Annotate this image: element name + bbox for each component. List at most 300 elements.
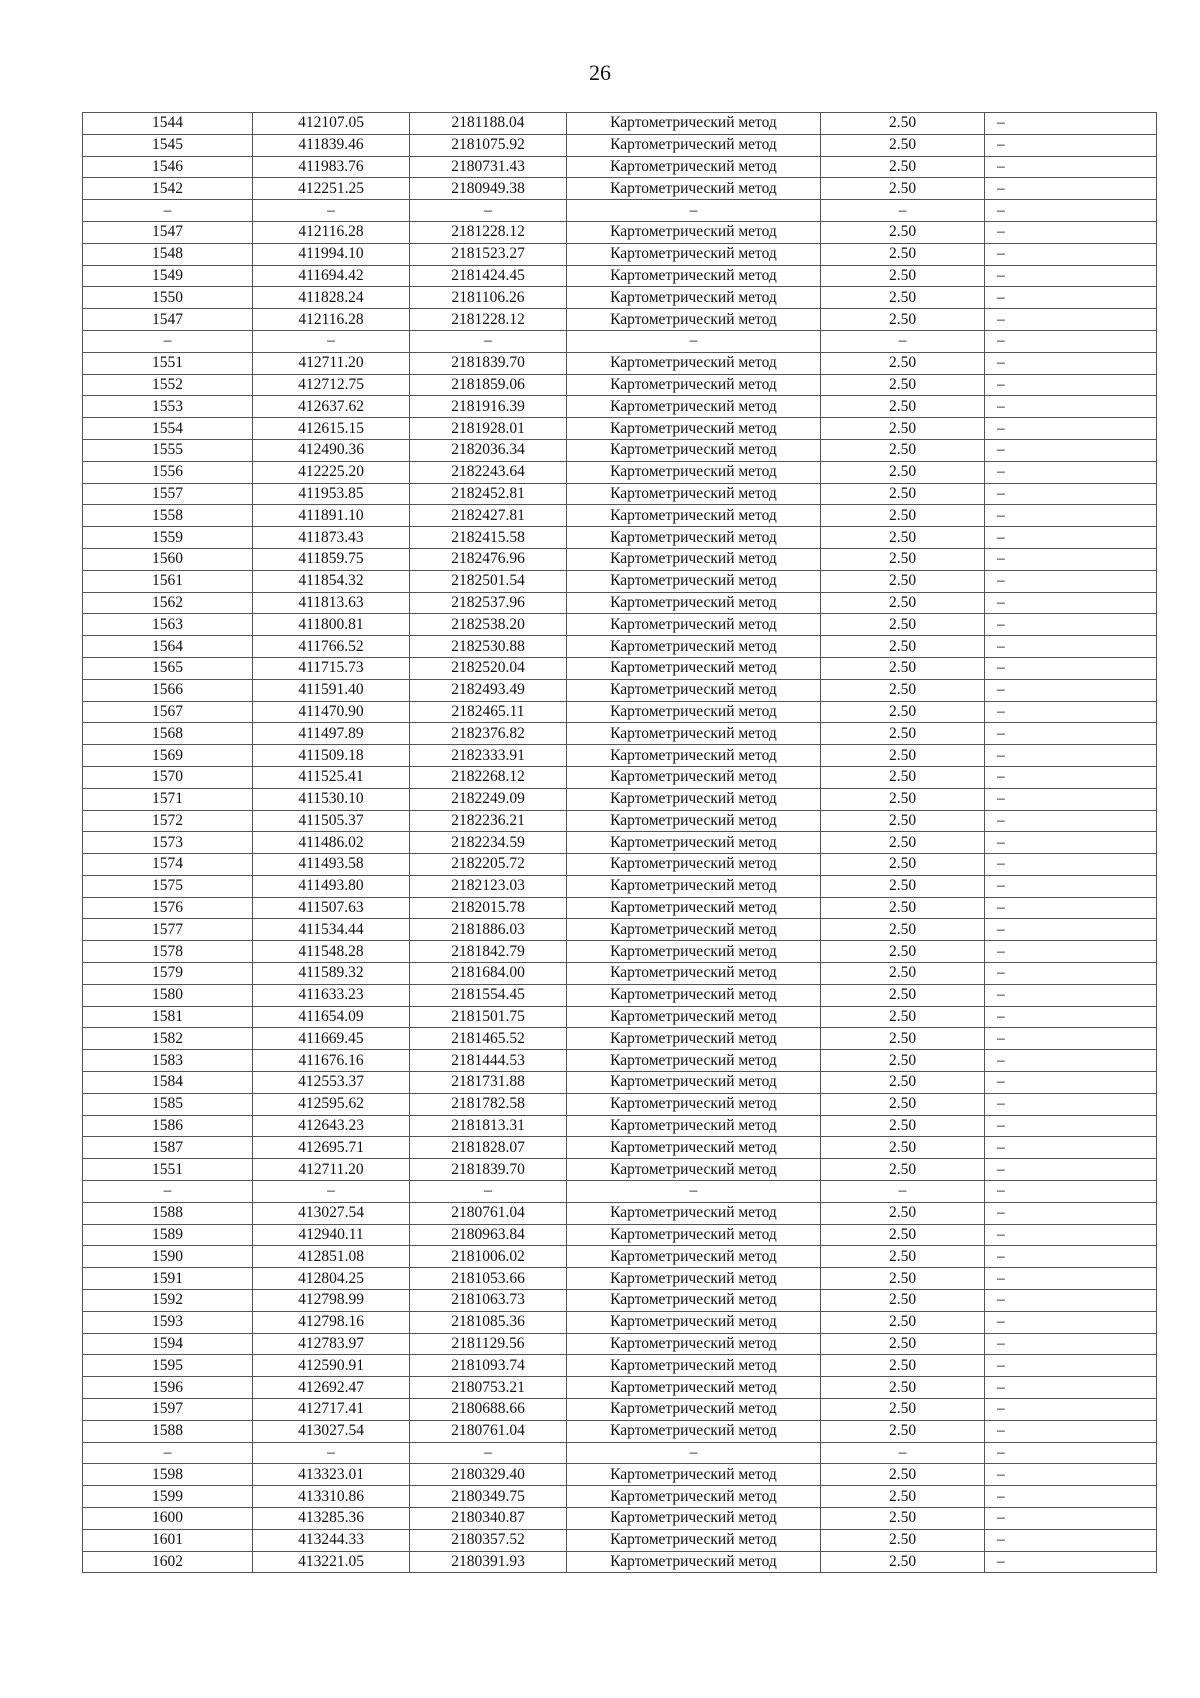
x-coordinate-cell: 411669.45 xyxy=(253,1028,410,1050)
x-coordinate-cell: 412595.62 xyxy=(253,1093,410,1115)
table-row xyxy=(83,1420,1157,1442)
y-coordinate-cell: 2181731.88 xyxy=(410,1072,567,1094)
y-coordinate-cell: – xyxy=(410,1181,567,1203)
method-cell: Картометрический метод xyxy=(567,1072,821,1094)
table-row xyxy=(83,1159,1157,1181)
x-coordinate-cell: 412553.37 xyxy=(253,1072,410,1094)
note-cell: – xyxy=(985,287,1157,309)
point-number-cell: 1591 xyxy=(83,1268,253,1290)
note-cell: – xyxy=(985,1311,1157,1333)
table-row xyxy=(83,439,1157,461)
method-cell: Картометрический метод xyxy=(567,614,821,636)
method-cell: – xyxy=(567,1181,821,1203)
x-coordinate-cell: 412695.71 xyxy=(253,1137,410,1159)
x-coordinate-cell: 411525.41 xyxy=(253,766,410,788)
precision-cell: 2.50 xyxy=(821,984,985,1006)
x-coordinate-cell: 413285.36 xyxy=(253,1508,410,1530)
y-coordinate-cell: 2181828.07 xyxy=(410,1137,567,1159)
x-coordinate-cell: 411994.10 xyxy=(253,243,410,265)
y-coordinate-cell: 2182036.34 xyxy=(410,439,567,461)
y-coordinate-cell: 2182538.20 xyxy=(410,614,567,636)
table-row xyxy=(83,505,1157,527)
point-number-cell: 1574 xyxy=(83,854,253,876)
precision-cell: 2.50 xyxy=(821,1311,985,1333)
note-cell: – xyxy=(985,854,1157,876)
point-number-cell: 1584 xyxy=(83,1072,253,1094)
y-coordinate-cell: 2182476.96 xyxy=(410,548,567,570)
y-coordinate-cell: 2181063.73 xyxy=(410,1290,567,1312)
point-number-cell: 1600 xyxy=(83,1508,253,1530)
method-cell: Картометрический метод xyxy=(567,243,821,265)
y-coordinate-cell: 2180731.43 xyxy=(410,156,567,178)
x-coordinate-cell: 411694.42 xyxy=(253,265,410,287)
note-cell: – xyxy=(985,178,1157,200)
y-coordinate-cell: 2181839.70 xyxy=(410,1159,567,1181)
table-row xyxy=(83,1181,1157,1203)
precision-cell: 2.50 xyxy=(821,723,985,745)
method-cell: Картометрический метод xyxy=(567,1115,821,1137)
y-coordinate-cell: 2181075.92 xyxy=(410,134,567,156)
point-number-cell: 1594 xyxy=(83,1333,253,1355)
x-coordinate-cell: 412711.20 xyxy=(253,1159,410,1181)
point-number-cell: 1572 xyxy=(83,810,253,832)
note-cell: – xyxy=(985,1093,1157,1115)
x-coordinate-cell: 412940.11 xyxy=(253,1224,410,1246)
point-number-cell: 1593 xyxy=(83,1311,253,1333)
method-cell: Картометрический метод xyxy=(567,875,821,897)
method-cell: Картометрический метод xyxy=(567,287,821,309)
point-number-cell: – xyxy=(83,330,253,352)
x-coordinate-cell: 412615.15 xyxy=(253,418,410,440)
point-number-cell: 1566 xyxy=(83,679,253,701)
method-cell: Картометрический метод xyxy=(567,919,821,941)
precision-cell: 2.50 xyxy=(821,897,985,919)
table-row xyxy=(83,832,1157,854)
method-cell: Картометрический метод xyxy=(567,156,821,178)
method-cell: Картометрический метод xyxy=(567,418,821,440)
y-coordinate-cell: 2182465.11 xyxy=(410,701,567,723)
precision-cell: 2.50 xyxy=(821,1486,985,1508)
x-coordinate-cell: 412798.99 xyxy=(253,1290,410,1312)
note-cell: – xyxy=(985,243,1157,265)
precision-cell: 2.50 xyxy=(821,243,985,265)
point-number-cell: – xyxy=(83,1181,253,1203)
note-cell: – xyxy=(985,113,1157,135)
point-number-cell: 1552 xyxy=(83,374,253,396)
point-number-cell: 1542 xyxy=(83,178,253,200)
table-row xyxy=(83,287,1157,309)
x-coordinate-cell: 411530.10 xyxy=(253,788,410,810)
x-coordinate-cell: 411633.23 xyxy=(253,984,410,1006)
precision-cell: 2.50 xyxy=(821,265,985,287)
method-cell: Картометрический метод xyxy=(567,832,821,854)
point-number-cell: – xyxy=(83,1442,253,1464)
note-cell: – xyxy=(985,1333,1157,1355)
precision-cell: 2.50 xyxy=(821,156,985,178)
table-row xyxy=(83,330,1157,352)
table-row xyxy=(83,941,1157,963)
y-coordinate-cell: 2181928.01 xyxy=(410,418,567,440)
point-number-cell: 1568 xyxy=(83,723,253,745)
point-number-cell: 1577 xyxy=(83,919,253,941)
table-row xyxy=(83,1333,1157,1355)
x-coordinate-cell: 413221.05 xyxy=(253,1551,410,1573)
x-coordinate-cell: 412251.25 xyxy=(253,178,410,200)
x-coordinate-cell: 411548.28 xyxy=(253,941,410,963)
point-number-cell: 1569 xyxy=(83,745,253,767)
table-row xyxy=(83,1290,1157,1312)
note-cell: – xyxy=(985,1137,1157,1159)
method-cell: Картометрический метод xyxy=(567,570,821,592)
note-cell: – xyxy=(985,1486,1157,1508)
table-row xyxy=(83,701,1157,723)
precision-cell: 2.50 xyxy=(821,1246,985,1268)
x-coordinate-cell: 413027.54 xyxy=(253,1420,410,1442)
x-coordinate-cell: 412637.62 xyxy=(253,396,410,418)
x-coordinate-cell: 412798.16 xyxy=(253,1311,410,1333)
note-cell: – xyxy=(985,1355,1157,1377)
precision-cell: – xyxy=(821,330,985,352)
note-cell: – xyxy=(985,1399,1157,1421)
method-cell: Картометрический метод xyxy=(567,1529,821,1551)
y-coordinate-cell: 2180753.21 xyxy=(410,1377,567,1399)
precision-cell: 2.50 xyxy=(821,636,985,658)
point-number-cell: 1570 xyxy=(83,766,253,788)
y-coordinate-cell: 2182530.88 xyxy=(410,636,567,658)
method-cell: Картометрический метод xyxy=(567,483,821,505)
method-cell: Картометрический метод xyxy=(567,657,821,679)
x-coordinate-cell: 411493.80 xyxy=(253,875,410,897)
precision-cell: 2.50 xyxy=(821,679,985,701)
table-row xyxy=(83,657,1157,679)
y-coordinate-cell: 2181085.36 xyxy=(410,1311,567,1333)
point-number-cell: 1587 xyxy=(83,1137,253,1159)
note-cell: – xyxy=(985,439,1157,461)
note-cell: – xyxy=(985,1377,1157,1399)
x-coordinate-cell: 411828.24 xyxy=(253,287,410,309)
point-number-cell: 1563 xyxy=(83,614,253,636)
method-cell: Картометрический метод xyxy=(567,701,821,723)
point-number-cell: 1588 xyxy=(83,1420,253,1442)
point-number-cell: 1553 xyxy=(83,396,253,418)
precision-cell: 2.50 xyxy=(821,1072,985,1094)
x-coordinate-cell: 413310.86 xyxy=(253,1486,410,1508)
x-coordinate-cell: 411854.32 xyxy=(253,570,410,592)
method-cell: Картометрический метод xyxy=(567,1551,821,1573)
precision-cell: 2.50 xyxy=(821,854,985,876)
method-cell: Картометрический метод xyxy=(567,113,821,135)
method-cell: Картометрический метод xyxy=(567,505,821,527)
x-coordinate-cell: 411983.76 xyxy=(253,156,410,178)
point-number-cell: 1599 xyxy=(83,1486,253,1508)
point-number-cell: 1559 xyxy=(83,527,253,549)
point-number-cell: – xyxy=(83,200,253,222)
x-coordinate-cell: 411507.63 xyxy=(253,897,410,919)
note-cell: – xyxy=(985,200,1157,222)
x-coordinate-cell: 411505.37 xyxy=(253,810,410,832)
table-row xyxy=(83,745,1157,767)
y-coordinate-cell: 2182123.03 xyxy=(410,875,567,897)
table-row xyxy=(83,1202,1157,1224)
method-cell: Картометрический метод xyxy=(567,1246,821,1268)
point-number-cell: 1583 xyxy=(83,1050,253,1072)
note-cell: – xyxy=(985,527,1157,549)
note-cell: – xyxy=(985,396,1157,418)
note-cell: – xyxy=(985,505,1157,527)
x-coordinate-cell: 413244.33 xyxy=(253,1529,410,1551)
y-coordinate-cell: 2180963.84 xyxy=(410,1224,567,1246)
point-number-cell: 1548 xyxy=(83,243,253,265)
x-coordinate-cell: 412711.20 xyxy=(253,352,410,374)
y-coordinate-cell: 2180357.52 xyxy=(410,1529,567,1551)
method-cell: Картометрический метод xyxy=(567,396,821,418)
precision-cell: 2.50 xyxy=(821,287,985,309)
precision-cell: 2.50 xyxy=(821,614,985,636)
note-cell: – xyxy=(985,1224,1157,1246)
table-row xyxy=(83,1115,1157,1137)
point-number-cell: 1580 xyxy=(83,984,253,1006)
method-cell: Картометрический метод xyxy=(567,1311,821,1333)
table-row xyxy=(83,766,1157,788)
y-coordinate-cell: 2181842.79 xyxy=(410,941,567,963)
table-row xyxy=(83,919,1157,941)
table-row xyxy=(83,200,1157,222)
note-cell: – xyxy=(985,1050,1157,1072)
method-cell: Картометрический метод xyxy=(567,745,821,767)
table-body xyxy=(83,113,1157,1573)
table-row xyxy=(83,309,1157,331)
x-coordinate-cell: 412490.36 xyxy=(253,439,410,461)
note-cell: – xyxy=(985,810,1157,832)
point-number-cell: 1565 xyxy=(83,657,253,679)
precision-cell: – xyxy=(821,1442,985,1464)
table-row xyxy=(83,1072,1157,1094)
precision-cell: 2.50 xyxy=(821,374,985,396)
note-cell: – xyxy=(985,1508,1157,1530)
method-cell: Картометрический метод xyxy=(567,1377,821,1399)
y-coordinate-cell: 2182234.59 xyxy=(410,832,567,854)
method-cell: – xyxy=(567,330,821,352)
precision-cell: 2.50 xyxy=(821,1377,985,1399)
x-coordinate-cell: 411873.43 xyxy=(253,527,410,549)
note-cell: – xyxy=(985,265,1157,287)
note-cell: – xyxy=(985,1442,1157,1464)
table-row xyxy=(83,1006,1157,1028)
table-row xyxy=(83,548,1157,570)
method-cell: Картометрический метод xyxy=(567,592,821,614)
table-row xyxy=(83,875,1157,897)
method-cell: Картометрический метод xyxy=(567,1420,821,1442)
note-cell: – xyxy=(985,875,1157,897)
table-row xyxy=(83,1529,1157,1551)
table-row xyxy=(83,221,1157,243)
x-coordinate-cell: 411509.18 xyxy=(253,745,410,767)
x-coordinate-cell: 411497.89 xyxy=(253,723,410,745)
point-number-cell: 1578 xyxy=(83,941,253,963)
method-cell: Картометрический метод xyxy=(567,374,821,396)
point-number-cell: 1579 xyxy=(83,963,253,985)
precision-cell: 2.50 xyxy=(821,963,985,985)
table-row xyxy=(83,592,1157,614)
note-cell: – xyxy=(985,1420,1157,1442)
y-coordinate-cell: 2181228.12 xyxy=(410,221,567,243)
point-number-cell: 1546 xyxy=(83,156,253,178)
point-number-cell: 1590 xyxy=(83,1246,253,1268)
table-row xyxy=(83,810,1157,832)
precision-cell: 2.50 xyxy=(821,396,985,418)
precision-cell: 2.50 xyxy=(821,1551,985,1573)
x-coordinate-cell: 411839.46 xyxy=(253,134,410,156)
precision-cell: 2.50 xyxy=(821,1028,985,1050)
precision-cell: 2.50 xyxy=(821,1508,985,1530)
x-coordinate-cell: 411676.16 xyxy=(253,1050,410,1072)
precision-cell: 2.50 xyxy=(821,701,985,723)
precision-cell: 2.50 xyxy=(821,461,985,483)
point-number-cell: 1596 xyxy=(83,1377,253,1399)
precision-cell: 2.50 xyxy=(821,832,985,854)
method-cell: Картометрический метод xyxy=(567,1006,821,1028)
precision-cell: 2.50 xyxy=(821,221,985,243)
note-cell: – xyxy=(985,570,1157,592)
y-coordinate-cell: 2181839.70 xyxy=(410,352,567,374)
x-coordinate-cell: 412116.28 xyxy=(253,309,410,331)
method-cell: Картометрический метод xyxy=(567,1290,821,1312)
note-cell: – xyxy=(985,352,1157,374)
y-coordinate-cell: 2180688.66 xyxy=(410,1399,567,1421)
y-coordinate-cell: 2181501.75 xyxy=(410,1006,567,1028)
precision-cell: 2.50 xyxy=(821,483,985,505)
y-coordinate-cell: 2182493.49 xyxy=(410,679,567,701)
y-coordinate-cell: 2182427.81 xyxy=(410,505,567,527)
note-cell: – xyxy=(985,418,1157,440)
point-number-cell: 1545 xyxy=(83,134,253,156)
x-coordinate-cell: 411493.58 xyxy=(253,854,410,876)
x-coordinate-cell: 411891.10 xyxy=(253,505,410,527)
table-row xyxy=(83,614,1157,636)
precision-cell: 2.50 xyxy=(821,1202,985,1224)
method-cell: Картометрический метод xyxy=(567,1202,821,1224)
table-row xyxy=(83,963,1157,985)
precision-cell: 2.50 xyxy=(821,875,985,897)
note-cell: – xyxy=(985,701,1157,723)
note-cell: – xyxy=(985,309,1157,331)
x-coordinate-cell: 411859.75 xyxy=(253,548,410,570)
note-cell: – xyxy=(985,723,1157,745)
precision-cell: 2.50 xyxy=(821,1529,985,1551)
table-row xyxy=(83,265,1157,287)
precision-cell: – xyxy=(821,200,985,222)
y-coordinate-cell: 2182452.81 xyxy=(410,483,567,505)
x-coordinate-cell: – xyxy=(253,200,410,222)
y-coordinate-cell: 2181916.39 xyxy=(410,396,567,418)
note-cell: – xyxy=(985,1181,1157,1203)
x-coordinate-cell: 412851.08 xyxy=(253,1246,410,1268)
precision-cell: 2.50 xyxy=(821,439,985,461)
y-coordinate-cell: 2181188.04 xyxy=(410,113,567,135)
y-coordinate-cell: – xyxy=(410,1442,567,1464)
precision-cell: 2.50 xyxy=(821,766,985,788)
precision-cell: 2.50 xyxy=(821,1050,985,1072)
note-cell: – xyxy=(985,1529,1157,1551)
point-number-cell: 1544 xyxy=(83,113,253,135)
point-number-cell: 1598 xyxy=(83,1464,253,1486)
y-coordinate-cell: 2182333.91 xyxy=(410,745,567,767)
point-number-cell: 1554 xyxy=(83,418,253,440)
table-row xyxy=(83,461,1157,483)
point-number-cell: 1550 xyxy=(83,287,253,309)
point-number-cell: 1585 xyxy=(83,1093,253,1115)
x-coordinate-cell: – xyxy=(253,1442,410,1464)
method-cell: Картометрический метод xyxy=(567,897,821,919)
note-cell: – xyxy=(985,1246,1157,1268)
y-coordinate-cell: 2181465.52 xyxy=(410,1028,567,1050)
y-coordinate-cell: 2182501.54 xyxy=(410,570,567,592)
x-coordinate-cell: 412804.25 xyxy=(253,1268,410,1290)
precision-cell: 2.50 xyxy=(821,527,985,549)
x-coordinate-cell: 411534.44 xyxy=(253,919,410,941)
table-row xyxy=(83,1464,1157,1486)
y-coordinate-cell: 2181228.12 xyxy=(410,309,567,331)
table-row xyxy=(83,1311,1157,1333)
precision-cell: 2.50 xyxy=(821,1137,985,1159)
point-number-cell: 1561 xyxy=(83,570,253,592)
method-cell: Картометрический метод xyxy=(567,1464,821,1486)
x-coordinate-cell: 413323.01 xyxy=(253,1464,410,1486)
table-row xyxy=(83,1050,1157,1072)
x-coordinate-cell: 412712.75 xyxy=(253,374,410,396)
y-coordinate-cell: – xyxy=(410,200,567,222)
point-number-cell: 1586 xyxy=(83,1115,253,1137)
note-cell: – xyxy=(985,1028,1157,1050)
y-coordinate-cell: 2180761.04 xyxy=(410,1202,567,1224)
precision-cell: 2.50 xyxy=(821,941,985,963)
y-coordinate-cell: – xyxy=(410,330,567,352)
x-coordinate-cell: 411486.02 xyxy=(253,832,410,854)
y-coordinate-cell: 2180391.93 xyxy=(410,1551,567,1573)
table-row xyxy=(83,1246,1157,1268)
precision-cell: 2.50 xyxy=(821,1355,985,1377)
method-cell: Картометрический метод xyxy=(567,810,821,832)
x-coordinate-cell: 411813.63 xyxy=(253,592,410,614)
method-cell: Картометрический метод xyxy=(567,1486,821,1508)
y-coordinate-cell: 2182236.21 xyxy=(410,810,567,832)
y-coordinate-cell: 2182376.82 xyxy=(410,723,567,745)
table-row xyxy=(83,134,1157,156)
table-row xyxy=(83,1377,1157,1399)
method-cell: Картометрический метод xyxy=(567,1093,821,1115)
y-coordinate-cell: 2181093.74 xyxy=(410,1355,567,1377)
note-cell: – xyxy=(985,963,1157,985)
precision-cell: – xyxy=(821,1181,985,1203)
table-row xyxy=(83,113,1157,135)
method-cell: Картометрический метод xyxy=(567,221,821,243)
y-coordinate-cell: 2182249.09 xyxy=(410,788,567,810)
precision-cell: 2.50 xyxy=(821,657,985,679)
table-row xyxy=(83,1486,1157,1508)
y-coordinate-cell: 2181006.02 xyxy=(410,1246,567,1268)
table-row xyxy=(83,483,1157,505)
table-row xyxy=(83,374,1157,396)
point-number-cell: 1581 xyxy=(83,1006,253,1028)
method-cell: Картометрический метод xyxy=(567,984,821,1006)
y-coordinate-cell: 2181523.27 xyxy=(410,243,567,265)
page-number: 26 xyxy=(589,60,611,85)
table-row xyxy=(83,352,1157,374)
point-number-cell: 1556 xyxy=(83,461,253,483)
method-cell: Картометрический метод xyxy=(567,1137,821,1159)
table-row xyxy=(83,788,1157,810)
method-cell: Картометрический метод xyxy=(567,788,821,810)
